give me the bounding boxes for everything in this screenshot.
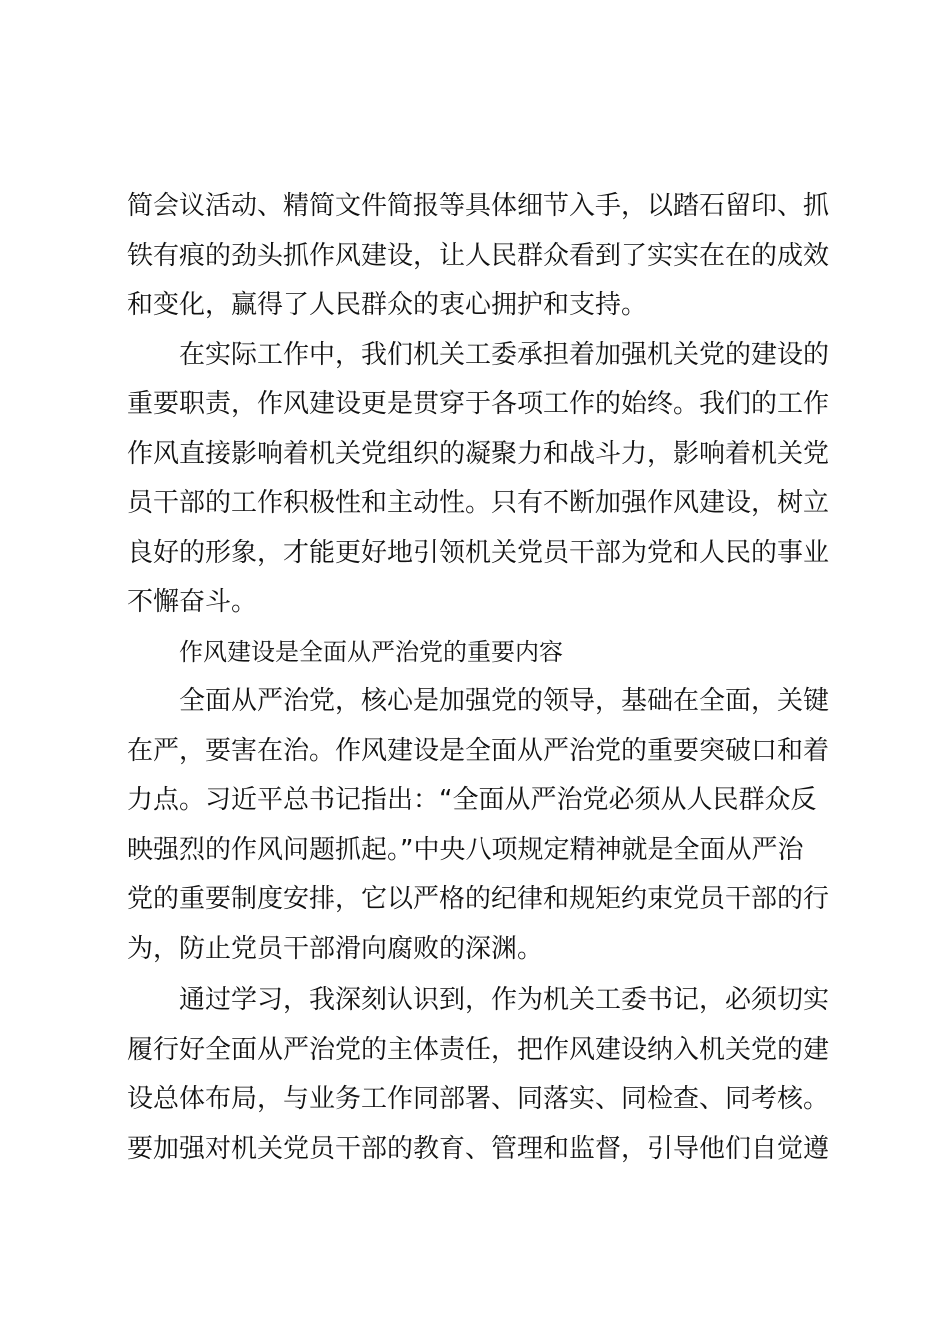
- text-line: 力点。习近平总书记指出：“全面从严治党必须从人民群众反: [127, 785, 817, 815]
- text-line: 在严，要害在治。作风建设是全面从严治党的重要突破口和着: [127, 735, 830, 766]
- text-line: 和变化，赢得了人民群众的衷心拥护和支持。: [127, 290, 648, 320]
- text-line: 通过学习，我深刻认识到，作为机关工委书记，必须切实: [179, 985, 830, 1015]
- text-line: 员干部的工作积极性和主动性。只有不断加强作风建设，树立: [127, 488, 830, 518]
- paragraph: [127, 182, 833, 331]
- text-line: 履行好全面从严治党的主体责任，把作风建设纳入机关党的建: [127, 1034, 830, 1065]
- text-line: 全面从严治党，核心是加强党的领导，基础在全面，关键: [179, 686, 830, 716]
- text-line: 映强烈的作风问题抓起。”中央八项规定精神就是全面从严治: [127, 834, 804, 865]
- paragraph: [127, 976, 833, 1174]
- paragraph: [127, 677, 833, 974]
- text-line: 要加强对机关党员干部的教育、管理和监督，引导他们自觉遵: [127, 1133, 830, 1164]
- text-line: 设总体布局，与业务工作同部署、同落实、同检查、同考核。: [127, 1084, 830, 1114]
- text-line: 党的重要制度安排，它以严格的纪律和规矩约束党员干部的行: [127, 884, 830, 914]
- text-line: 作风直接影响着机关党组织的凝聚力和战斗力，影响着机关党: [127, 438, 830, 469]
- document-body: [127, 182, 833, 1174]
- section-heading: 作风建设是全面从严治党的重要内容: [179, 637, 563, 666]
- text-line: 铁有痕的劲头抓作风建设，让人民群众看到了实实在在的成效: [127, 240, 830, 271]
- text-line: 简会议活动、精简文件简报等具体细节入手，以踏石留印、抓: [127, 191, 830, 221]
- text-line: 不懈奋斗。: [127, 587, 258, 617]
- text-line: 良好的形象，才能更好地引领机关党员干部为党和人民的事业: [127, 537, 830, 568]
- paragraph: [127, 331, 833, 628]
- text-line: 为，防止党员干部滑向腐败的深渊。: [127, 933, 544, 964]
- text-line: 在实际工作中，我们机关工委承担着加强机关党的建设的: [179, 339, 830, 370]
- text-line: 重要职责，作风建设更是贯穿于各项工作的始终。我们的工作: [127, 389, 830, 419]
